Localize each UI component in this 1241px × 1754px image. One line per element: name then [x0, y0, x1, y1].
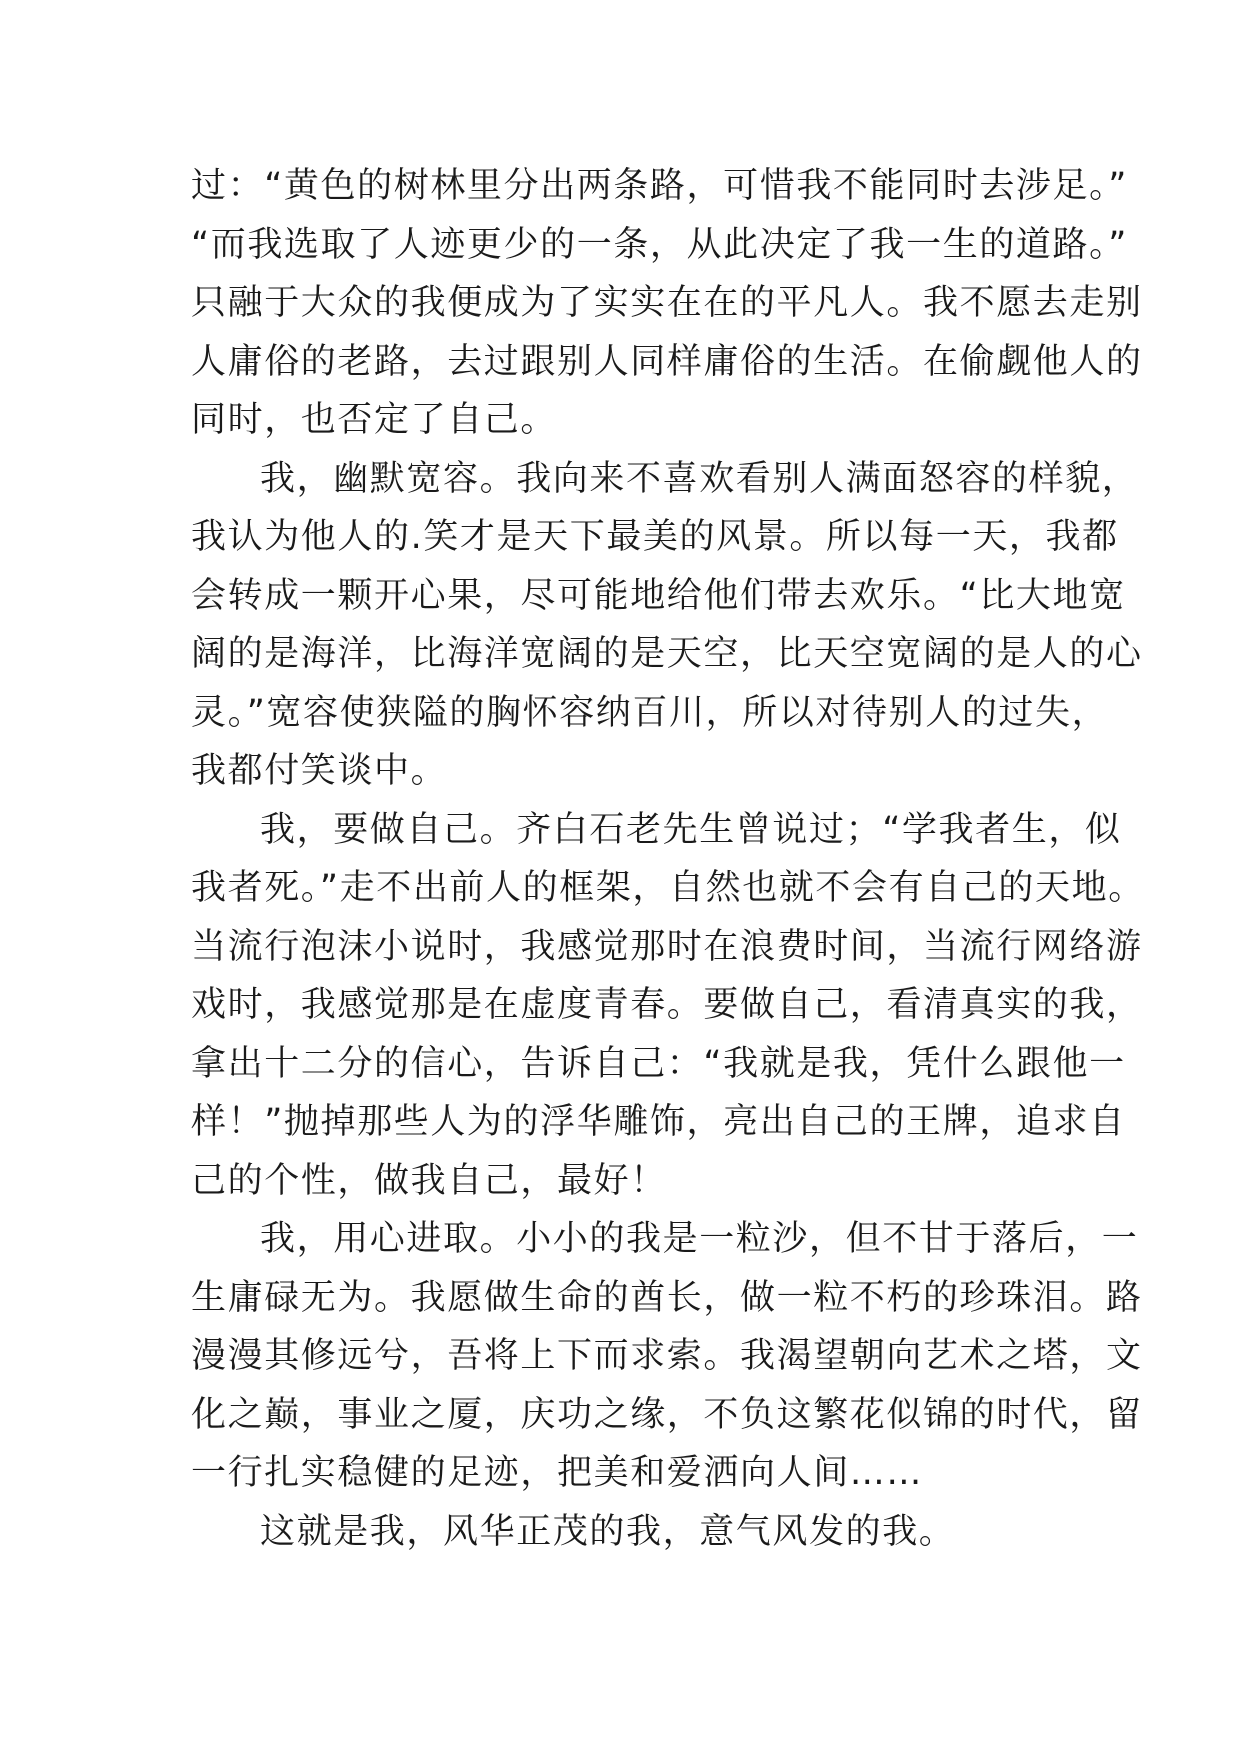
- essay-text: [191, 157, 1145, 1561]
- text-line: 会转成一颗开心果，尽可能地给他们带去欢乐。“比大地宽: [191, 575, 1126, 616]
- text-line: 灵。”宽容使狭隘的胸怀容纳百川，所以对待别人的过失，: [191, 692, 1109, 733]
- text-line: 样！”抛掉那些人为的浮华雕饰，亮出自己的王牌，追求自: [191, 1102, 1126, 1142]
- text-line: 拿出十二分的信心，告诉自己：“我就是我，凭什么跟他一: [191, 1043, 1126, 1084]
- text-line: 阔的是海洋，比海洋宽阔的是天空，比天空宽阔的是人的心: [191, 634, 1143, 674]
- text-line: 过：“黄色的树林里分出两条路，可惜我不能同时去涉足。”: [191, 166, 1128, 206]
- text-line: 同时，也否定了自己。: [191, 400, 558, 440]
- text-line: “而我选取了人迹更少的一条，从此决定了我一生的道路。”: [191, 224, 1128, 265]
- text-line: 我认为他人的.笑才是天下最美的风景。所以每一天，我都: [191, 517, 1119, 557]
- paragraph-start-line: 我，幽默宽容。我向来不喜欢看别人满面怒容的样貌，: [260, 458, 1139, 499]
- text-line: 戏时，我感觉那是在虚度青春。要做自己，看清真实的我，: [191, 985, 1143, 1025]
- text-line: 只融于大众的我便成为了实实在在的平凡人。我不愿去走别: [191, 283, 1143, 323]
- text-line: 化之巅，事业之厦，庆功之缘，不负这繁花似锦的时代，留: [191, 1394, 1143, 1435]
- text-line: 漫漫其修远兮，吾将上下而求索。我渴望朝向艺术之塔，文: [191, 1336, 1143, 1376]
- text-line: 人庸俗的老路，去过跟别人同样庸俗的生活。在偷觑他人的: [191, 341, 1143, 382]
- text-line: 一行扎实稳健的足迹，把美和爱洒向人间……: [191, 1453, 924, 1493]
- paragraph-start-line: 我，用心进取。小小的我是一粒沙，但不甘于落后，一: [260, 1219, 1139, 1259]
- paragraph-start-line: 这就是我，风华正茂的我，意气风发的我。: [260, 1511, 956, 1552]
- text-line: 我都付笑谈中。: [191, 751, 448, 791]
- text-line: 生庸碌无为。我愿做生命的酋长，做一粒不朽的珍珠泪。路: [191, 1277, 1143, 1318]
- text-line: 当流行泡沫小说时，我感觉那时在浪费时间，当流行网络游: [191, 926, 1143, 967]
- paragraph-start-line: 我，要做自己。齐白石老先生曾说过；“学我者生，似: [260, 809, 1122, 850]
- text-line: 我者死。”走不出前人的框架，自然也就不会有自己的天地。: [191, 868, 1145, 908]
- text-line: 己的个性，做我自己，最好！: [191, 1160, 667, 1201]
